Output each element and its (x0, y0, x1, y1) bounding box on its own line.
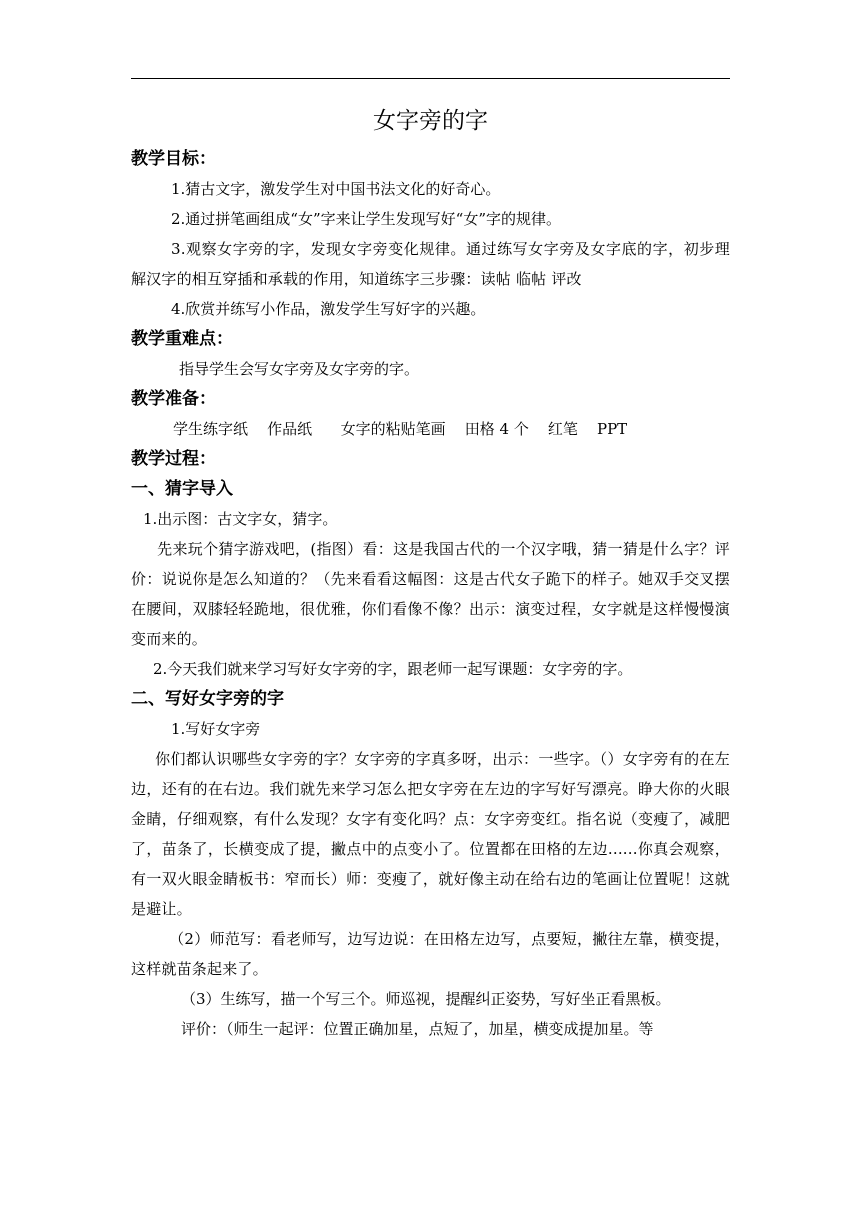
part2-heading: 二、写好女字旁的字 (131, 689, 284, 709)
header-rule (131, 78, 730, 79)
part2-para4: 评价：（师生一起评：位置正确加星，点短了，加星，横变成提加星。等 (181, 1020, 654, 1038)
goal-item-2: 2.通过拼笔画组成“女”字来让学生发现写好“女”字的规律。 (171, 210, 561, 228)
document-body (131, 98, 730, 1044)
part1-step1: 1.出示图：古文字女，猜字。 (143, 510, 338, 528)
goals-heading: 教学目标： (131, 149, 216, 169)
part1-para1: 先来玩个猜字游戏吧，(指图）看：这是我国古代的一个汉字哦，猜一猜是什么字？评价：说说你是怎么知道的？（先来看看这幅图：这是古代女子跪下的样子。她双手交叉摆在腰间，双膝轻轻跪地，很优雅，你们看像不像？出示：演变过程，女字就是这样慢慢演变而来的。 (131, 540, 730, 648)
key-points-text: 指导学生会写女字旁及女字旁的字。 (179, 360, 420, 378)
prep-heading: 教学准备： (131, 389, 216, 409)
process-heading: 教学过程： (131, 449, 216, 469)
part2-para3: （3）生练写，描一个写三个。师巡视，提醒纠正姿势，写好坐正看黑板。 (181, 990, 671, 1008)
goal-item-3: 3.观察女字旁的字，发现女字旁变化规律。通过练写女字旁及女字底的字，初步理解汉字的相互穿插和承载的作用，知道练字三步骤：读帖 临帖 评改 (131, 240, 730, 288)
part1-step2: 2.今天我们就来学习写好女字旁的字，跟老师一起写课题：女字旁的字。 (153, 660, 633, 678)
goal-item-1: 1.猜古文字，激发学生对中国书法文化的好奇心。 (171, 180, 501, 198)
key-points-heading: 教学重难点： (131, 329, 233, 349)
prep-text: 学生练字纸 作品纸 女字的粘贴笔画 田格 4 个 红笔 PPT (173, 420, 628, 438)
part1-heading: 一、猜字导入 (131, 479, 233, 499)
part2-para2: （2）师范写：看老师写，边写边说：在田格左边写，点要短，撇往左靠，横变提，这样就苗条起来了。 (131, 930, 730, 978)
part2-step1: 1.写好女字旁 (171, 720, 261, 738)
document-title: 女字旁的字 (373, 108, 488, 134)
part2-para1: 你们都认识哪些女字旁的字？女字旁的字真多呀，出示：一些字。（）女字旁有的在左边，还有的在右边。我们就先来学习怎么把女字旁在左边的字写好写漂亮。睁大你的火眼金睛，仔细观察，有什么发现？女字有变化吗？点：女字旁变红。指名说（变瘦了，减肥了，苗条了，长横变成了提，撇点中的点变小了。位置都在田格的左边......你真会观察，有一双火眼金睛板书：窄而长）师：变瘦了，就好像主动在给右边的笔画让位置呢！这就是避让。 (131, 750, 730, 918)
goal-item-4: 4.欣赏并练写小作品，激发学生写好字的兴趣。 (171, 300, 486, 318)
